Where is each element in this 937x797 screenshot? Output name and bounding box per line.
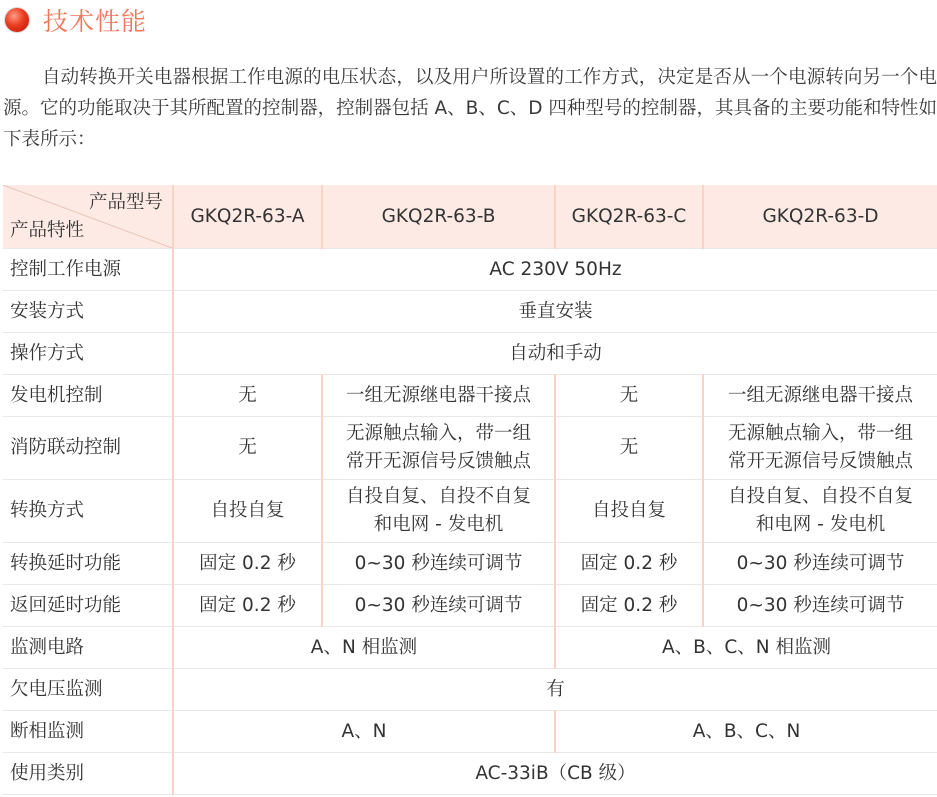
- row-label: 操作方式: [3, 333, 173, 375]
- model-header-a: GKQ2R-63-A: [173, 185, 322, 249]
- corner-cell: [3, 185, 173, 249]
- cell-models-ab: A、N 相监测: [173, 627, 555, 669]
- intro-paragraph: 自动转换开关电器根据工作电源的电压状态，以及用户所设置的工作方式，决定是否从一个电源转向另一个电源。它的功能取决于其所配置的控制器，控制器包括 A、B、C、D 四种型号的控制器，其具备的主要功能和特性如下表所示：: [3, 67, 937, 150]
- cell-model-b: [322, 417, 555, 480]
- cell-line: 常开无源信号反馈触点: [345, 451, 531, 472]
- cell-models-cd: A、B、C、N: [555, 711, 937, 753]
- cell-model-d: 一组无源继电器干接点: [703, 375, 937, 417]
- table-row: [3, 291, 937, 333]
- cell-model-a: 无: [173, 375, 322, 417]
- cell-model-c: 自投自复: [555, 480, 703, 543]
- cell-model-a: 自投自复: [173, 480, 322, 543]
- cell-all-models: AC 230V 50Hz: [173, 249, 937, 291]
- table-row: [3, 417, 937, 480]
- cell-model-c: 固定 0.2 秒: [555, 585, 703, 627]
- table-row: [3, 543, 937, 585]
- row-label: 断相监测: [3, 711, 173, 753]
- cell-line: 自投自复、自投不自复: [727, 486, 913, 507]
- cell-model-c: 无: [555, 417, 703, 480]
- cell-model-a: 无: [173, 417, 322, 480]
- cell-line: 自投自复、自投不自复: [345, 486, 531, 507]
- cell-model-d: 0~30 秒连续可调节: [703, 543, 937, 585]
- cell-line: 常开无源信号反馈触点: [727, 451, 913, 472]
- table-row: [3, 711, 937, 753]
- row-label: 转换方式: [3, 480, 173, 543]
- cell-model-c: 固定 0.2 秒: [555, 543, 703, 585]
- table-row: [3, 753, 937, 795]
- row-label: 监测电路: [3, 627, 173, 669]
- table-row: [3, 669, 937, 711]
- corner-label-model: 产品型号: [88, 192, 163, 213]
- row-label: 返回延时功能: [3, 585, 173, 627]
- cell-all-models: 自动和手动: [173, 333, 937, 375]
- spec-table: [3, 185, 937, 795]
- cell-model-b: 一组无源继电器干接点: [322, 375, 555, 417]
- table-row: [3, 627, 937, 669]
- cell-all-models: 垂直安装: [173, 291, 937, 333]
- cell-model-c: 无: [555, 375, 703, 417]
- row-label: 控制工作电源: [3, 249, 173, 291]
- cell-model-a: 固定 0.2 秒: [173, 543, 322, 585]
- row-label: 消防联动控制: [3, 417, 173, 480]
- table-row: [3, 249, 937, 291]
- row-label: 使用类别: [3, 753, 173, 795]
- row-label: 转换延时功能: [3, 543, 173, 585]
- corner-label-feature: 产品特性: [10, 220, 85, 241]
- row-label: 安装方式: [3, 291, 173, 333]
- cell-model-d: [703, 417, 937, 480]
- model-header-c: GKQ2R-63-C: [555, 185, 703, 249]
- cell-all-models: 有: [173, 669, 937, 711]
- section-title: 技术性能: [43, 7, 148, 36]
- cell-line: 和电网 - 发电机: [373, 514, 504, 535]
- cell-line: 和电网 - 发电机: [755, 514, 886, 535]
- table-row: [3, 480, 937, 543]
- model-header-b: GKQ2R-63-B: [322, 185, 555, 249]
- section-heading: [0, 0, 147, 40]
- table-row: [3, 585, 937, 627]
- cell-line: 无源触点输入，带一组: [727, 423, 913, 444]
- row-label: 欠电压监测: [3, 669, 173, 711]
- cell-models-cd: A、B、C、N 相监测: [555, 627, 937, 669]
- row-label: 发电机控制: [3, 375, 173, 417]
- table-row: [3, 375, 937, 417]
- cell-model-d: 0~30 秒连续可调节: [703, 585, 937, 627]
- cell-model-b: 0~30 秒连续可调节: [322, 543, 555, 585]
- cell-line: 无源触点输入，带一组: [345, 423, 531, 444]
- table-row: [3, 333, 937, 375]
- table-header-row: [3, 185, 937, 249]
- cell-model-b: [322, 480, 555, 543]
- cell-all-models: AC-33iB（CB 级）: [173, 753, 937, 795]
- cell-model-a: 固定 0.2 秒: [173, 585, 322, 627]
- model-header-d: GKQ2R-63-D: [703, 185, 937, 249]
- cell-models-ab: A、N: [173, 711, 555, 753]
- red-ball-bullet-icon: [5, 8, 29, 32]
- cell-model-d: [703, 480, 937, 543]
- cell-model-b: 0~30 秒连续可调节: [322, 585, 555, 627]
